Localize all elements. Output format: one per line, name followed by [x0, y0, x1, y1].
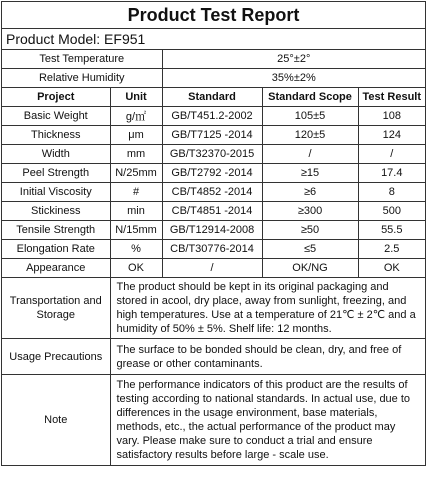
- table-row: [2, 183, 425, 202]
- cell-standard: CB/T4851 -2014: [162, 202, 262, 221]
- table-header-row: [2, 88, 425, 107]
- cell-result: /: [358, 145, 425, 164]
- condition-label: Test Temperature: [2, 50, 162, 69]
- note-label-usage-precautions: Usage Precautions: [2, 339, 110, 375]
- condition-value: 25°±2°: [162, 50, 425, 69]
- table-row: [2, 202, 425, 221]
- header-unit: Unit: [110, 88, 162, 107]
- table-row: [2, 164, 425, 183]
- cell-unit: OK: [110, 259, 162, 278]
- table-row: [2, 221, 425, 240]
- cell-unit: min: [110, 202, 162, 221]
- cell-result: 108: [358, 107, 425, 126]
- cell-result: 55.5: [358, 221, 425, 240]
- cell-standard: /: [162, 259, 262, 278]
- cell-standard: CB/T30776-2014: [162, 240, 262, 259]
- cell-project: Width: [2, 145, 110, 164]
- cell-project: Elongation Rate: [2, 240, 110, 259]
- cell-project: Initial Viscosity: [2, 183, 110, 202]
- cell-standard: GB/T32370-2015: [162, 145, 262, 164]
- cell-unit: g/㎡: [110, 107, 162, 126]
- condition-label: Relative Humidity: [2, 69, 162, 88]
- header-standard: Standard: [162, 88, 262, 107]
- cell-scope: OK/NG: [262, 259, 358, 278]
- cell-project: Peel Strength: [2, 164, 110, 183]
- cell-scope: ≤5: [262, 240, 358, 259]
- table-row: [2, 240, 425, 259]
- cell-unit: mm: [110, 145, 162, 164]
- cell-standard: GB/T2792 -2014: [162, 164, 262, 183]
- cell-result: 124: [358, 126, 425, 145]
- note-text-transport-storage: The product should be kept in its original packaging and stored in acool, dry place, away from sunlight, freezing, and high temperatures. Use at a temperature of 21℃ ± 2℃ and a humidity of 50% ± 5%. Shelf life: 12 months.: [110, 278, 425, 339]
- note-row: [2, 339, 425, 375]
- header-project: Project: [2, 88, 110, 107]
- cell-standard: GB/T451.2-2002: [162, 107, 262, 126]
- cell-scope: ≥6: [262, 183, 358, 202]
- cell-unit: #: [110, 183, 162, 202]
- report-table: [2, 50, 425, 465]
- cell-standard: GB/T7125 -2014: [162, 126, 262, 145]
- header-scope: Standard Scope: [262, 88, 358, 107]
- cell-scope: 105±5: [262, 107, 358, 126]
- note-label-transport-storage: Transportation and Storage: [2, 278, 110, 339]
- table-row: [2, 145, 425, 164]
- cell-scope: /: [262, 145, 358, 164]
- report-title: Product Test Report: [2, 2, 425, 29]
- cell-standard: GB/T12914-2008: [162, 221, 262, 240]
- cell-scope: ≥50: [262, 221, 358, 240]
- product-model: Product Model: EF951: [2, 29, 425, 50]
- note-label-note: Note: [2, 375, 110, 466]
- condition-value: 35%±2%: [162, 69, 425, 88]
- cell-standard: CB/T4852 -2014: [162, 183, 262, 202]
- test-report: [1, 1, 426, 466]
- cell-result: 2.5: [358, 240, 425, 259]
- cell-project: Stickiness: [2, 202, 110, 221]
- cell-unit: %: [110, 240, 162, 259]
- cell-unit: μm: [110, 126, 162, 145]
- note-row: [2, 278, 425, 339]
- cell-project: Tensile Strength: [2, 221, 110, 240]
- table-row: [2, 126, 425, 145]
- note-text-note: The performance indicators of this product are the results of testing according to national standards. In actual use, due to differences in the usage environment, base materials, methods, etc., the actual performance of the product may vary. Please make sure to conduct a trial and ensure satisfactory results before large - scale use.: [110, 375, 425, 466]
- cell-scope: ≥300: [262, 202, 358, 221]
- cell-project: Appearance: [2, 259, 110, 278]
- note-row: [2, 375, 425, 466]
- table-row: [2, 107, 425, 126]
- condition-row: [2, 69, 425, 88]
- header-result: Test Result: [358, 88, 425, 107]
- cell-unit: N/25mm: [110, 164, 162, 183]
- cell-unit: N/15mm: [110, 221, 162, 240]
- cell-result: 8: [358, 183, 425, 202]
- condition-row: [2, 50, 425, 69]
- note-text-usage-precautions: The surface to be bonded should be clean, dry, and free of grease or other contaminants.: [110, 339, 425, 375]
- cell-result: OK: [358, 259, 425, 278]
- cell-project: Thickness: [2, 126, 110, 145]
- cell-result: 17.4: [358, 164, 425, 183]
- cell-result: 500: [358, 202, 425, 221]
- cell-scope: 120±5: [262, 126, 358, 145]
- cell-scope: ≥15: [262, 164, 358, 183]
- table-row: [2, 259, 425, 278]
- cell-project: Basic Weight: [2, 107, 110, 126]
